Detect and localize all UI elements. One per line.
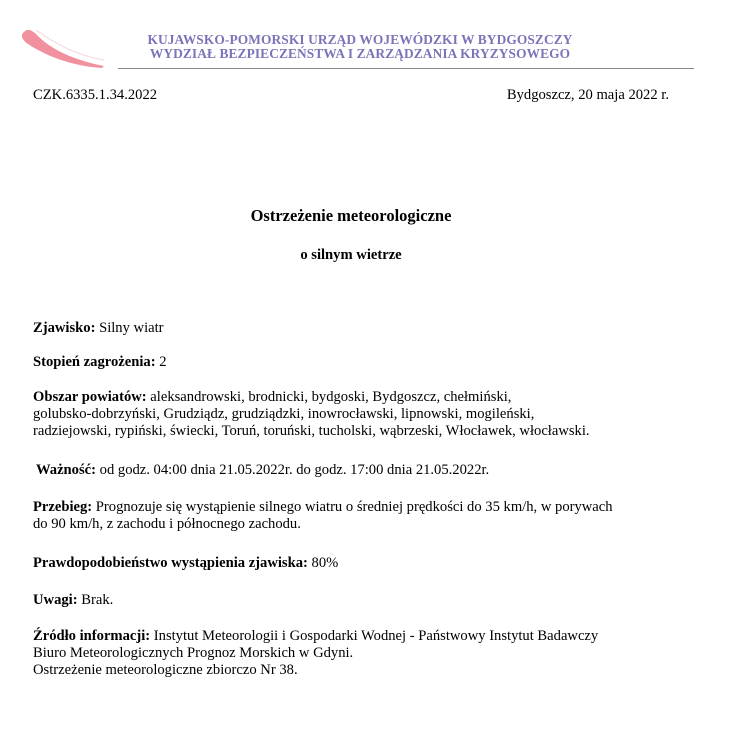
field-obszar — [33, 389, 693, 440]
field-zrodlo — [33, 628, 693, 679]
field-przebieg — [33, 499, 693, 533]
field-value: Brak. — [77, 592, 114, 608]
field-value: od godz. 04:00 dnia 21.05.2022r. do godz. 17:00 dnia 21.05.2022r. — [96, 462, 490, 478]
field-label: Zjawisko: — [33, 320, 96, 336]
document-subtitle: o silnym wietrze — [300, 247, 402, 263]
field-stopien — [33, 354, 693, 371]
field-uwagi — [33, 592, 693, 609]
field-value: 80% — [307, 555, 339, 571]
field-value: do 90 km/h, z zachodu i północnego zachodu. — [33, 516, 301, 532]
field-value: aleksandrowski, brodnicki, bydgoski, Bydgoszcz, chełmiński, — [146, 389, 512, 405]
reference-number: CZK.6335.1.34.2022 — [33, 87, 158, 103]
field-value: golubsko-dobrzyński, Grudziądz, grudziądzki, inowrocławski, lipnowski, mogileński, — [33, 406, 535, 422]
field-value: Prognozuje się wystąpienie silnego wiatru o średniej prędkości do 35 km/h, w porywach — [92, 499, 613, 515]
field-value: 2 — [155, 354, 167, 370]
field-label: Prawdopodobieństwo wystąpienia zjawiska: — [33, 555, 308, 571]
field-value: Instytut Meteorologii i Gospodarki Wodnej - Państwowy Instytut Badawczy — [150, 628, 599, 644]
field-prawdopodobienstwo — [33, 555, 693, 572]
field-label: Obszar powiatów: — [33, 389, 147, 405]
field-label: Stopień zagrożenia: — [33, 354, 156, 370]
place-date: Bydgoszcz, 20 maja 2022 r. — [506, 87, 669, 103]
header-office-name: KUJAWSKO-POMORSKI URZĄD WOJEWÓDZKI W BYDGOSZCZY — [147, 32, 573, 47]
field-zjawisko — [33, 320, 693, 337]
header-department-name: WYDZIAŁ BEZPIECZEŃSTWA I ZARZĄDZANIA KRYZYSOWEGO — [149, 46, 571, 61]
header-divider — [118, 68, 694, 69]
field-value: Biuro Meteorologicznych Prognoz Morskich w Gdyni. — [33, 645, 354, 661]
field-waznosc — [36, 462, 696, 479]
field-label: Uwagi: — [33, 592, 78, 608]
field-value: radziejowski, rypiński, świecki, Toruń, toruński, tucholski, wąbrzeski, Włocławek, włocławski. — [33, 423, 590, 439]
field-value: Silny wiatr — [95, 320, 164, 336]
field-label: Przebieg: — [33, 499, 93, 515]
document-title: Ostrzeżenie meteorologiczne — [250, 206, 452, 225]
field-label: Źródło informacji: — [33, 628, 151, 644]
pink-brush-stroke-icon — [18, 26, 108, 72]
field-value: Ostrzeżenie meteorologiczne zbiorczo Nr 38. — [33, 662, 298, 678]
field-label: Ważność: — [36, 462, 96, 478]
